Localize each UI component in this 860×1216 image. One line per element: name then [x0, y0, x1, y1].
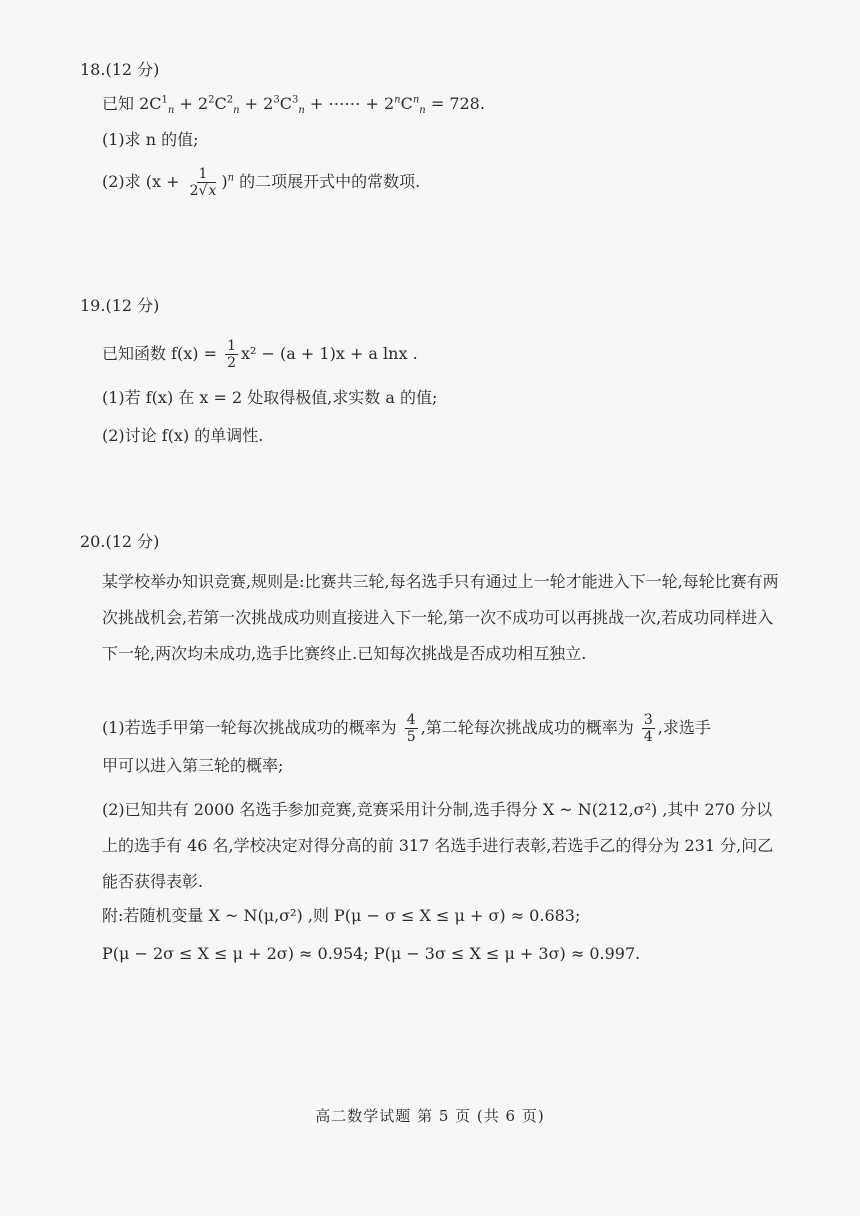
given-text: = 728. — [425, 94, 485, 113]
problem-20-note-2: P(μ − 2σ ≤ X ≤ μ + 2σ) ≈ 0.954; P(μ − 3σ ≤ X ≤ μ + 3σ) ≈ 0.997. — [102, 944, 641, 963]
denominator-coef: 2 — [189, 183, 199, 199]
fraction-numerator: 1 — [198, 166, 208, 182]
q1-text: ,求选手 — [657, 718, 711, 737]
fraction-denominator: 2√x — [189, 183, 217, 199]
def-text: 已知函数 f(x) = — [102, 344, 223, 363]
problem-20-q1 — [102, 712, 711, 745]
problem-19-header: 19.(12 分) — [80, 296, 160, 315]
fraction-denominator: 5 — [406, 729, 416, 745]
problem-19-q1: (1)若 f(x) 在 x = 2 处取得极值,求实数 a 的值; — [102, 388, 438, 407]
q2-text: (2)求 (x + — [102, 172, 185, 191]
problem-19-definition — [102, 338, 418, 371]
sqrt-radicand: x — [208, 183, 217, 199]
given-text: C — [214, 94, 227, 113]
q1-text: ,第二轮每次挑战成功的概率为 — [420, 718, 639, 737]
problem-18-q2 — [102, 166, 420, 199]
given-text: + 2 — [239, 94, 274, 113]
exponent: n — [227, 172, 235, 184]
problem-20-q2: (2)已知共有 2000 名选手参加竞赛,竞赛采用计分制,选手得分 X ~ N(212,σ²) ,其中 270 分以上的选手有 46 名,学校决定对得分高的前 317 名选手进行表彰,若选手乙的得分为 231 分,问乙能否获得表彰. — [102, 800, 774, 891]
problem-20-intro: 某学校举办知识竞赛,规则是:比赛共三轮,每名选手只有通过上一轮才能进入下一轮,每轮比赛有两次挑战机会,若第一次挑战成功则直接进入下一轮,第一次不成功可以再挑战一次,若成功同样进入下一轮,两次均未成功,选手比赛终止.已知每次挑战是否成功相互独立. — [102, 572, 779, 663]
given-text: + ⋯⋯ + 2 — [304, 94, 395, 113]
problem-18-header: 18.(12 分) — [80, 60, 160, 79]
problem-20-q1-cont: 甲可以进入第三轮的概率; — [102, 756, 284, 775]
problem-18-given: 已知 $2C^1_n + 2^2C^2_n + 2^3C^3_n$ + ⋯⋯ + $2^nC^n_n = 728$. — [102, 94, 485, 117]
given-text: 已知 2C — [102, 94, 162, 113]
q1-text: (1)若选手甲第一轮每次挑战成功的概率为 — [102, 718, 402, 737]
problem-18 — [80, 58, 800, 199]
given-text: C — [400, 94, 413, 113]
problem-20-note-1: 附:若随机变量 X ~ N(μ,σ²) ,则 P(μ − σ ≤ X ≤ μ + σ) ≈ 0.683; — [102, 906, 581, 925]
fraction — [188, 166, 219, 199]
q2-text: ) — [221, 172, 228, 191]
fraction-numerator: 3 — [643, 712, 653, 728]
problem-19 — [80, 294, 800, 445]
q2-text: 的二项展开式中的常数项. — [234, 172, 421, 191]
fraction — [642, 712, 655, 745]
fraction-denominator: 4 — [643, 729, 653, 745]
problem-19-q2: (2)讨论 f(x) 的单调性. — [102, 426, 264, 445]
fraction — [225, 338, 238, 371]
page-footer: 高二数学试题 第 5 页 (共 6 页) — [315, 1107, 545, 1125]
problem-18-q1: (1)求 n 的值; — [102, 130, 199, 149]
given-text: + 2 — [174, 94, 209, 113]
problem-20 — [80, 530, 800, 963]
fraction-numerator: 1 — [227, 338, 237, 354]
fraction-denominator: 2 — [227, 355, 237, 371]
def-text: x² − (a + 1)x + a lnx . — [241, 344, 418, 363]
given-text: C — [279, 94, 292, 113]
fraction-numerator: 4 — [406, 712, 416, 728]
problem-20-header: 20.(12 分) — [80, 532, 160, 551]
fraction — [405, 712, 418, 745]
